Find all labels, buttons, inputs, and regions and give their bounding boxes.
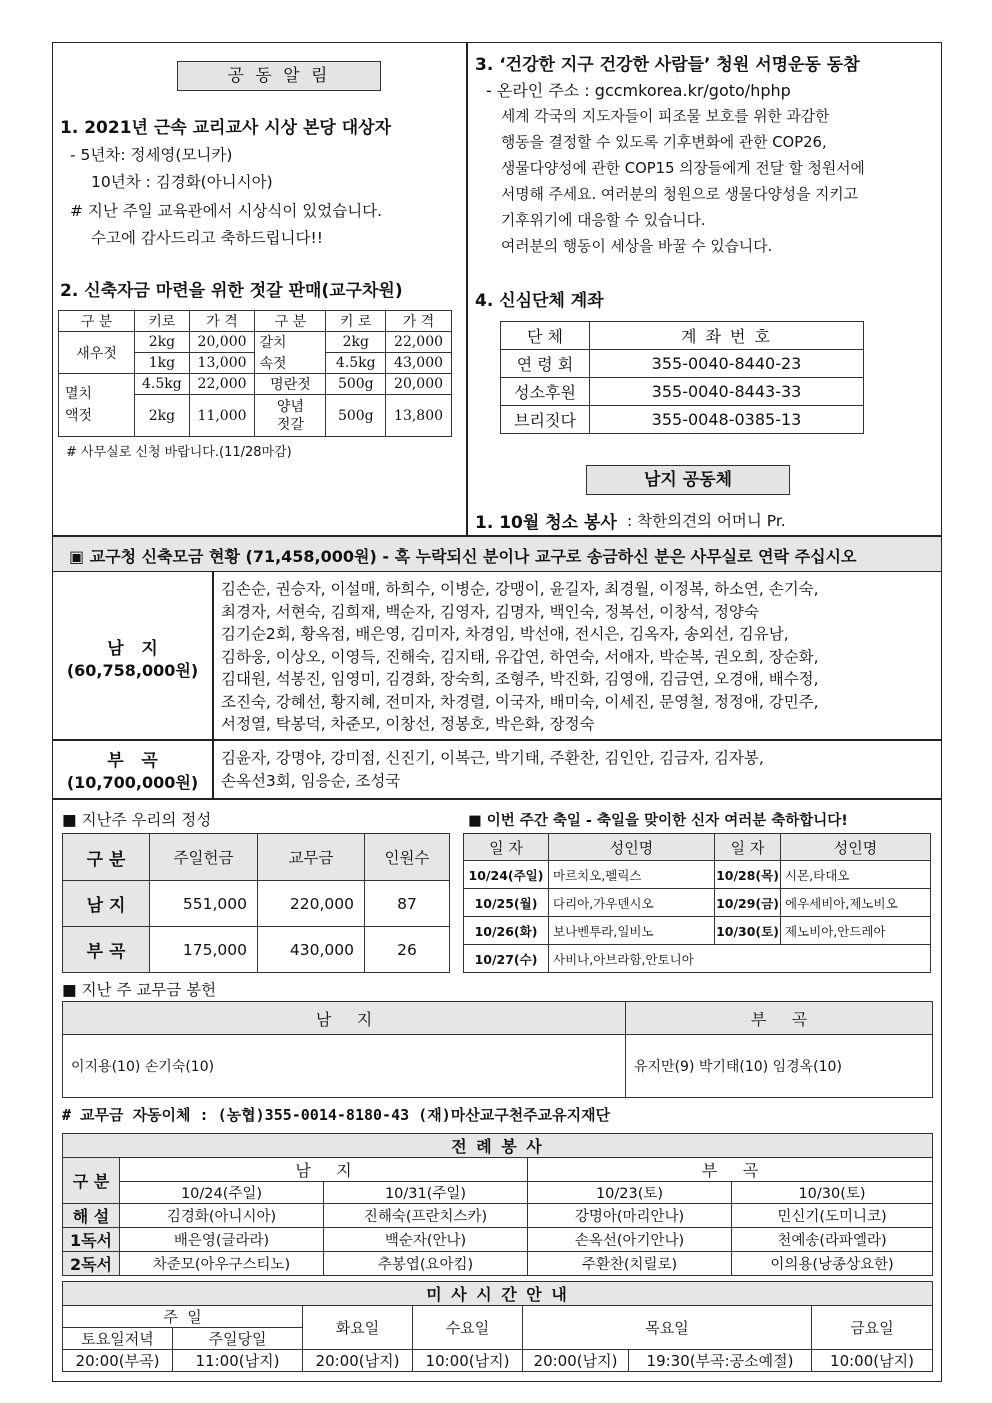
price-cell: 13,000 — [189, 353, 255, 374]
price-cell: 20,000 — [189, 332, 255, 353]
account-number: 355-0040-8440-23 — [590, 350, 864, 378]
table-header: 키로 — [135, 311, 190, 332]
saint-names: 에우세비아,제노비오 — [781, 889, 931, 917]
tithe-table — [62, 1001, 933, 1098]
price-cell: 22,000 — [386, 332, 452, 353]
donor-line: 서정열, 탁봉덕, 차준모, 이창선, 정봉호, 박은화, 장정숙 — [221, 715, 595, 733]
donor-line: 김하웅, 이상오, 이영득, 진해숙, 김지태, 유갑연, 하연숙, 서애자, 박순복, 권오희, 장순화, — [221, 647, 819, 666]
petition-line: 서명해 주세요. 여러분의 청원으로 생물다양성을 지키고 — [501, 186, 858, 203]
account-number: 355-0048-0385-13 — [590, 406, 864, 434]
petition-line: 세계 각국의 지도자들이 피조물 보호를 위한 과감한 — [501, 108, 830, 125]
weight-cell: 500g — [326, 374, 386, 395]
namji-label: 남 지 — [107, 639, 158, 659]
table-header: 가 격 — [386, 311, 452, 332]
mass-day-thu: 목요일 — [523, 1306, 812, 1350]
table-header: 일 자 — [715, 834, 781, 861]
liturgy-person: 배은영(글라라) — [120, 1228, 324, 1252]
mass-time: 11:00(남지) — [173, 1350, 303, 1372]
donor-line: 김대원, 석봉진, 임영미, 김경화, 장숙희, 조형주, 박진화, 김영애, 김금연, 오경애, 배수정, — [221, 670, 819, 688]
cleaning-value: : 착한의견의 어머니 Pr. — [627, 512, 786, 530]
liturgy-gubun: 구 분 — [63, 1158, 120, 1204]
liturgy-person: 민신기(도미니코) — [732, 1204, 933, 1228]
liturgy-person: 손옥선(아기안나) — [528, 1228, 732, 1252]
weight-cell: 2kg — [135, 395, 190, 437]
donor-line: 손옥선3회, 임응순, 조성국 — [221, 771, 401, 790]
namji-amount: (60,758,000원) — [66, 661, 199, 680]
saint-names: 보나벤투라,일비노 — [549, 917, 715, 945]
accounts-title: 4. 신심단체 계좌 — [475, 291, 604, 311]
petition-body — [501, 104, 865, 260]
liturgy-bugok: 부 곡 — [528, 1158, 933, 1182]
liturgy-namji: 남 지 — [120, 1158, 528, 1182]
liturgy-person: 천예송(라파엘라) — [732, 1228, 933, 1252]
tithe-namji-list: 이지용(10) 손기숙(10) — [63, 1035, 626, 1098]
table-header: 가 격 — [189, 311, 255, 332]
mass-sunday-label: 주 일 — [63, 1306, 303, 1328]
jeotgal-sale-title: 2. 신축자금 마련을 위한 젓갈 판매(교구차원) — [60, 281, 403, 301]
mass-time: 19:30(부곡:공소예절) — [629, 1350, 812, 1372]
liturgy-date: 10/23(토) — [528, 1182, 732, 1204]
donor-line: 조진숙, 강혜선, 황지혜, 전미자, 차경렬, 이국자, 배미숙, 이세진, 문영철, 정정애, 강민주, — [221, 692, 819, 711]
weight-cell: 4.5kg — [135, 374, 190, 395]
price-cell: 13,800 — [386, 395, 452, 437]
weight-cell: 1kg — [135, 353, 190, 374]
mass-time: 20:00(남지) — [523, 1350, 629, 1372]
weight-cell: 500g — [326, 395, 386, 437]
fund-divider — [53, 739, 941, 741]
teacher-award-line: 10년차 : 김경화(아니시아) — [91, 173, 273, 191]
liturgy-role: 2독서 — [63, 1252, 120, 1276]
product-name: 양념 젓갈 — [255, 395, 326, 437]
petition-line: 여러분의 행동이 세상을 바꿀 수 있습니다. — [501, 238, 773, 255]
amount-cell: 220,000 — [258, 881, 365, 927]
liturgy-person: 진해숙(프란치스카) — [324, 1204, 528, 1228]
saint-names: 다리아,가우덴시오 — [549, 889, 715, 917]
bugok-label: 부 곡 — [107, 751, 158, 771]
table-header: 단 체 — [501, 322, 590, 350]
group-name: 연 령 회 — [501, 350, 590, 378]
price-cell: 11,000 — [189, 395, 255, 437]
mass-time: 20:00(부곡) — [63, 1350, 173, 1372]
feast-date: 10/25(월) — [464, 889, 549, 917]
table-header: 구 분 — [59, 311, 135, 332]
liturgy-person: 차준모(아우구스티노) — [120, 1252, 324, 1276]
table-header: 일 자 — [464, 834, 549, 861]
table-header: 성인명 — [781, 834, 931, 861]
liturgy-table — [62, 1133, 933, 1276]
teacher-award-line: # 지난 주일 교육관에서 시상식이 있었습니다. — [70, 202, 383, 220]
fund-divider — [212, 572, 214, 799]
fund-banner — [53, 537, 941, 572]
product-name: 멸치 액젓 — [59, 374, 135, 437]
table-header: 계 좌 번 호 — [590, 322, 864, 350]
mass-sat-evening: 토요일저녁 — [63, 1328, 173, 1350]
row-label: 남 지 — [63, 881, 150, 927]
cleaning-title: 1. 10월 청소 봉사 — [475, 513, 617, 533]
offering-title: ■ 지난주 우리의 정성 — [62, 811, 212, 829]
amount-cell: 430,000 — [258, 927, 365, 973]
teacher-award-line: - 5년차: 정세영(모니카) — [70, 146, 233, 164]
table-header: 남 지 — [63, 1002, 626, 1035]
petition-url: - 온라인 주소 : gccmkorea.kr/goto/hphp — [486, 81, 791, 100]
table-header: 구 분 — [63, 834, 150, 881]
saint-names: 마르치오,펠릭스 — [549, 861, 715, 889]
count-cell: 26 — [365, 927, 450, 973]
donor-line: 최경자, 서현숙, 김희재, 백순자, 김영자, 김명자, 백인숙, 정복선, 이창석, 정양숙 — [221, 602, 759, 621]
liturgy-date: 10/31(주일) — [324, 1182, 528, 1204]
table-header: 주일헌금 — [150, 834, 258, 881]
saint-names: 제노비아,안드레아 — [781, 917, 931, 945]
petition-line: 행동을 결정할 수 있도록 기후변화에 관한 COP26, — [501, 134, 827, 151]
feast-date: 10/27(수) — [464, 945, 549, 973]
teacher-award-title: 1. 2021년 근속 교리교사 시상 본당 대상자 — [60, 118, 392, 138]
liturgy-person: 이의용(낭종상요한) — [732, 1252, 933, 1276]
liturgy-role: 1독서 — [63, 1228, 120, 1252]
mass-title: 미 사 시 간 안 내 — [63, 1282, 933, 1306]
bugok-amount: (10,700,000원) — [66, 773, 199, 792]
feast-date: 10/29(금) — [715, 889, 781, 917]
group-name: 브리짓다 — [501, 406, 590, 434]
mass-time: 10:00(남지) — [413, 1350, 523, 1372]
offering-table — [62, 833, 450, 973]
table-header: 인원수 — [365, 834, 450, 881]
mass-sunday-day: 주일당일 — [173, 1328, 303, 1350]
group-name: 성소후원 — [501, 378, 590, 406]
mass-day-wed: 수요일 — [413, 1306, 523, 1350]
accounts-table — [500, 321, 864, 434]
jeotgal-price-table — [58, 310, 452, 437]
liturgy-person: 김경화(아니시아) — [120, 1204, 324, 1228]
count-cell: 87 — [365, 881, 450, 927]
product-name: 명란젓 — [255, 374, 326, 395]
liturgy-date: 10/24(주일) — [120, 1182, 324, 1204]
petition-line: 기후위기에 대응할 수 있습니다. — [501, 212, 706, 229]
weight-cell: 2kg — [135, 332, 190, 353]
mass-time: 20:00(남지) — [303, 1350, 413, 1372]
teacher-award-line: 수고에 감사드리고 축하드립니다!! — [91, 229, 323, 247]
weight-cell: 4.5kg — [326, 353, 386, 374]
namji-community-header: 남지 공동체 — [586, 465, 790, 495]
product-name: 새우젓 — [59, 332, 135, 374]
tithe-title: ■ 지난 주 교무금 봉헌 — [62, 981, 217, 999]
liturgy-person: 백순자(안나) — [324, 1228, 528, 1252]
fund-divider — [53, 798, 941, 800]
announcement-header: 공 동 알 림 — [177, 61, 381, 91]
liturgy-person: 추봉엽(요아킴) — [324, 1252, 528, 1276]
feast-date: 10/30(토) — [715, 917, 781, 945]
mass-times-table — [62, 1281, 933, 1372]
liturgy-title: 전 례 봉 사 — [63, 1134, 933, 1158]
mass-day-fri: 금요일 — [812, 1306, 933, 1350]
price-cell: 43,000 — [386, 353, 452, 374]
weight-cell: 2kg — [326, 332, 386, 353]
petition-line: 생물다양성에 관한 COP15 의장들에게 전달 할 청원서에 — [501, 160, 865, 177]
account-number: 355-0040-8443-33 — [590, 378, 864, 406]
column-divider — [466, 43, 468, 536]
donor-line: 김윤자, 강명야, 강미점, 신진기, 이복근, 박기태, 주환찬, 김인안, 김금자, 김자봉, — [221, 749, 764, 767]
table-header: 구 분 — [255, 311, 326, 332]
saint-names: 사비나,아브라함,안토니아 — [549, 945, 931, 973]
tithe-auto-transfer: # 교무금 자동이체 : (농협)355-0014-8180-43 (재)마산교구천주교유지재단 — [62, 1106, 611, 1124]
namji-donor-list — [221, 578, 819, 736]
feast-title: ■ 이번 주간 축일 - 축일을 맞이한 신자 여러분 축하합니다! — [468, 813, 848, 829]
feast-date: 10/26(화) — [464, 917, 549, 945]
table-header: 교무금 — [258, 834, 365, 881]
mass-day-tue: 화요일 — [303, 1306, 413, 1350]
table-header: 부 곡 — [626, 1002, 933, 1035]
product-name: 갈치 — [255, 332, 326, 353]
amount-cell: 175,000 — [150, 927, 258, 973]
price-cell: 20,000 — [386, 374, 452, 395]
liturgy-person: 주환찬(치릴로) — [528, 1252, 732, 1276]
mass-time: 10:00(남지) — [812, 1350, 933, 1372]
price-cell: 22,000 — [189, 374, 255, 395]
bugok-donor-list — [221, 747, 764, 792]
liturgy-role: 해 설 — [63, 1204, 120, 1228]
feast-date: 10/28(목) — [715, 861, 781, 889]
tithe-bugok-list: 유지만(9) 박기태(10) 임경옥(10) — [626, 1035, 933, 1098]
liturgy-date: 10/30(토) — [732, 1182, 933, 1204]
petition-title: 3. ‘건강한 지구 건강한 사람들’ 청원 서명운동 동참 — [475, 55, 860, 75]
liturgy-person: 강명아(마리안나) — [528, 1204, 732, 1228]
feast-date: 10/24(주일) — [464, 861, 549, 889]
fund-grid — [53, 572, 941, 800]
donor-line: 김기순2회, 황옥점, 배은영, 김미자, 차경임, 박선애, 전시은, 김옥자, 송외선, 김유남, — [221, 625, 789, 643]
product-name: 속젓 — [255, 353, 326, 374]
fund-banner-text: ▣ 교구청 신축모금 현황 (71,458,000원) - 혹 누락되신 분이나 교구로 송금하신 분은 사무실로 연락 주십시오 — [69, 547, 857, 566]
jeotgal-note: # 사무실로 신청 바랍니다.(11/28마감) — [66, 445, 292, 460]
table-header: 성인명 — [549, 834, 715, 861]
table-header: 키 로 — [326, 311, 386, 332]
amount-cell: 551,000 — [150, 881, 258, 927]
row-label: 부 곡 — [63, 927, 150, 973]
saint-names: 시몬,타대오 — [781, 861, 931, 889]
feast-table — [463, 833, 931, 973]
donor-line: 김손순, 권승자, 이설매, 하희수, 이병순, 강맹이, 윤길자, 최경월, 이정복, 하소연, 손기숙, — [221, 580, 819, 598]
